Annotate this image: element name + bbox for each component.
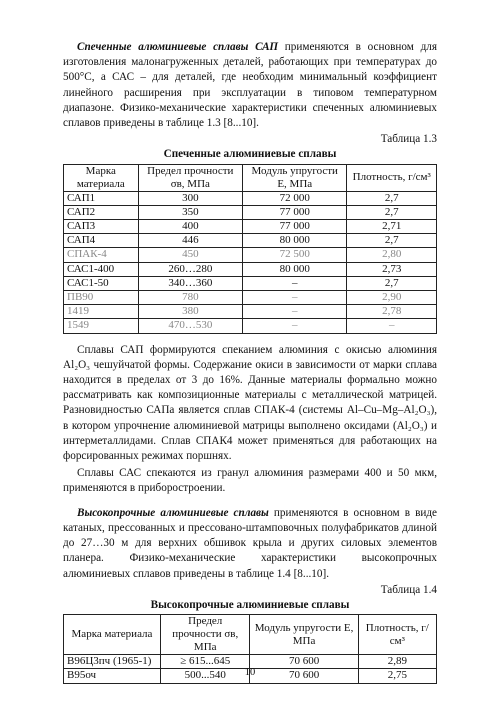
table-row [64,234,437,248]
table-row [64,220,437,234]
paragraph-sas: Сплавы САС спекаются из гранул алюминия размерами 400 и 50 мкм, применяются в приборостроении. [63,467,437,495]
modulus-cell: 80 000 [243,234,347,248]
density-cell: 2,80 [347,248,437,262]
density-cell: 2,73 [347,262,437,276]
paragraph-high-strength-intro [63,506,437,582]
table-row [64,291,437,305]
strength-cell: 300 [138,191,242,205]
page-body [63,40,437,684]
material-cell: САС1-400 [64,262,139,276]
material-cell: СПАК-4 [64,248,139,262]
material-cell: САП3 [64,220,139,234]
material-cell: САП2 [64,205,139,219]
density-cell: 2,90 [347,291,437,305]
table-number: Таблица 1.3 [380,133,437,146]
column-header-material: Марка материала [64,164,139,191]
strength-cell: 260…280 [138,262,242,276]
table-row [64,262,437,276]
paragraph-lead-term: Высокопрочные алюминиевые сплавы [77,506,269,519]
paragraph-sap-intro [63,40,437,131]
table-header-row [64,615,437,655]
modulus-cell: 70 600 [250,669,358,683]
density-cell: 2,7 [347,276,437,290]
modulus-cell: 77 000 [243,205,347,219]
table-title: Высокопрочные алюминиевые сплавы [150,598,350,611]
table-row [64,305,437,319]
density-cell: – [347,319,437,333]
material-cell: САС1-50 [64,276,139,290]
table-number: Таблица 1.4 [380,583,437,596]
density-cell: 2,75 [358,669,436,683]
material-cell: В96Ц3пч (1965-1) [64,655,161,669]
sintered-alloys-table [63,164,437,334]
column-header-density: Плотность, г/см³ [347,164,437,191]
material-cell: САП1 [64,191,139,205]
strength-cell: 500...540 [160,669,250,683]
strength-cell: 350 [138,205,242,219]
spacer [63,334,437,343]
material-cell: 1419 [64,305,139,319]
modulus-cell: 77 000 [243,220,347,234]
strength-cell: 780 [138,291,242,305]
strength-cell: 380 [138,305,242,319]
paragraph-text: применяются в основном в виде катаных, прессованных и прессовано-штамповочных полуфабрикатов длиной до 27…30 м для верхних обшивок крыла и других силовых элементов планера. Физико-механические характеристики высокопрочных алюминиевых сплавов приведены в таблице 1.4 [8...10]. [63,506,437,580]
column-header-modulus: Модуль упругости Е, МПа [250,615,358,655]
modulus-cell: – [243,319,347,333]
material-cell: В95оч [64,669,161,683]
strength-cell: ≥ 615...645 [160,655,250,669]
density-cell: 2,78 [347,305,437,319]
table-title: Спеченные алюминиевые сплавы [163,148,337,161]
table-row [64,319,437,333]
modulus-cell: – [243,291,347,305]
density-cell: 2,7 [347,205,437,219]
material-cell: САП4 [64,234,139,248]
strength-cell: 470…530 [138,319,242,333]
column-header-density: Плотность, г/см³ [358,615,436,655]
strength-cell: 400 [138,220,242,234]
paragraph-text: применяются в основном для изготовления малонагруженных деталей, работающих при температурах до 500°С, а САС – для деталей, где необходим минимальный коэффициент линейного расширения при эксплуатации в типовом температурном диапазоне. Физико-механические характеристики спеченных алюминиевых сплавов приведены в таблице 1.3 [8...10]. [63,41,438,130]
density-cell: 2,89 [358,655,436,669]
page-number: 10 [244,667,256,678]
material-cell: 1549 [64,319,139,333]
density-cell: 2,71 [347,220,437,234]
column-header-material: Марка материала [64,615,161,655]
modulus-cell: 72 500 [243,248,347,262]
table-row [64,248,437,262]
strength-cell: 450 [138,248,242,262]
table-row [64,191,437,205]
column-header-strength: Предел прочности σв, МПа [160,615,250,655]
table-header-row [64,164,437,191]
spacer [63,497,437,506]
modulus-cell: 70 600 [250,655,358,669]
strength-cell: 340…360 [138,276,242,290]
modulus-cell: 80 000 [243,262,347,276]
strength-cell: 446 [138,234,242,248]
table-row [64,205,437,219]
table-row [64,276,437,290]
density-cell: 2,7 [347,191,437,205]
column-header-strength: Предел прочности σв, МПа [138,164,242,191]
column-header-modulus: Модуль упругости Е, МПа [243,164,347,191]
modulus-cell: – [243,305,347,319]
density-cell: 2,7 [347,234,437,248]
modulus-cell: – [243,276,347,290]
modulus-cell: 72 000 [243,191,347,205]
paragraph-lead-term: Спеченные алюминиевые сплавы САП [77,41,279,53]
paragraph-sap-formation: Сплавы САП формируются спеканием алюминия с окисью алюминия Al₂O₃ чешуйчатой формы. Содержание окиси в зависимости от марки сплава находится в пределах от 3 до 16%. Данные материалы формально можно рассматривать как композиционные материалы с металлической матрицей. Разновидностью САПа является сплав СПАК-4 (системы Al–Cu–Mg–Al₂O₃), в котором упрочнение алюминиевой матрицы выполнено оксидами (Al₂O₃) и интерметаллидами. Сплав СПАК4 может применяться для работающих на форсированных режимах поршнях. [63,343,437,463]
material-cell: ПВ90 [64,291,139,305]
